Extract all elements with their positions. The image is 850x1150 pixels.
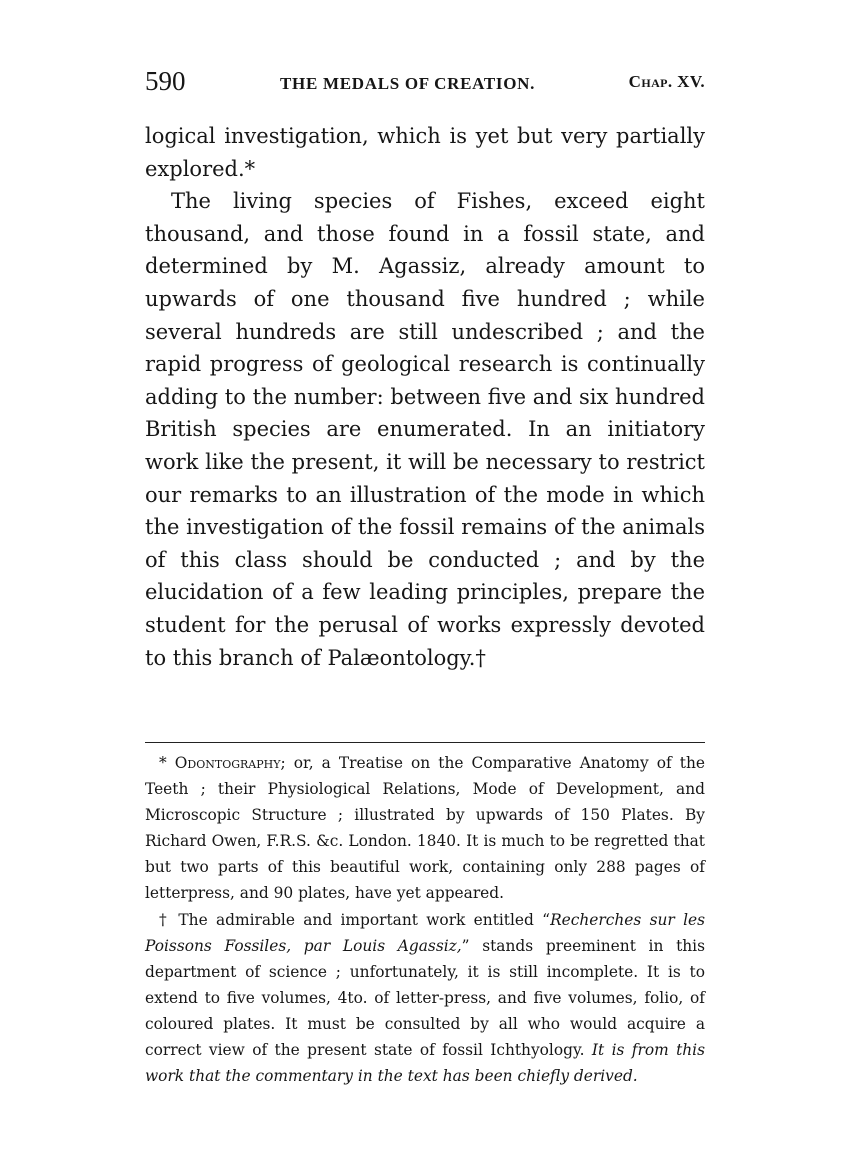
paragraph-fishes: The living species of Fishes, exceed eight thousand, and those found in a fossil state, and determined by M. Agassiz, already amount to upwards of one thousand five hundred ; while several hundreds are still undescribed ; and the rapid progress of geological research is continually adding to the number: between five and six hundred British species are enumerated. In an initiatory work like the present, it will be necessary to restrict our remarks to an illustration of the mode in which the investigation of the fossil remains of the animals of this class should be conducted ; and by the elucidation of a few leading principles, prepare the student for the perusal of works expressly devoted to this branch of Palæontology.† bbox=[145, 189, 705, 670]
page-number: 590 bbox=[145, 66, 186, 96]
book-page bbox=[145, 62, 705, 1086]
footnote-agassiz bbox=[145, 907, 705, 1090]
footnote-closing-italic: It is from this work that the commentary in the text has been chiefly derived. bbox=[145, 1041, 705, 1086]
footnote-lead: † The admirable and important work entitled “ bbox=[159, 910, 551, 929]
body-text bbox=[145, 120, 705, 674]
footnote-text: ” stands preeminent in this department of science ; unfortunately, it is still incomplete. It is to extend to five volumes, 4to. of letter-press, and five volumes, folio, of coloured plates. It must be consulted by all who would acquire a correct view of the present state of fossil Ichthyology. bbox=[145, 936, 705, 1060]
running-head bbox=[145, 62, 705, 102]
chapter-label: Chap. XV. bbox=[628, 72, 705, 91]
footnote-book-title-italic: Recherches sur les Poissons Fossiles, par Louis Agassiz, bbox=[145, 910, 705, 955]
running-title: THE MEDALS OF CREATION. bbox=[280, 74, 536, 93]
footnote-book-title: Odontography bbox=[174, 754, 281, 772]
footnote-marker-asterisk: * bbox=[159, 754, 175, 772]
footnote-text: ; or, a Treatise on the Comparative Anatomy of the Teeth ; their Physiological Relations, Mode of Development, and Microscopic Structure ; illustrated by upwards of 150 Plates. By Richard Owen, F.R.S. &c. London. 1840. It is much to be regretted that but two parts of this beautiful work, containing only 288 pages of letterpress, and 90 plates, have yet appeared. bbox=[145, 754, 705, 903]
footnote-odontography bbox=[145, 750, 705, 907]
paragraph-continued: logical investigation, which is yet but very partially explored.* bbox=[145, 124, 705, 181]
footnotes bbox=[145, 750, 705, 1089]
footnote-rule bbox=[145, 742, 705, 743]
